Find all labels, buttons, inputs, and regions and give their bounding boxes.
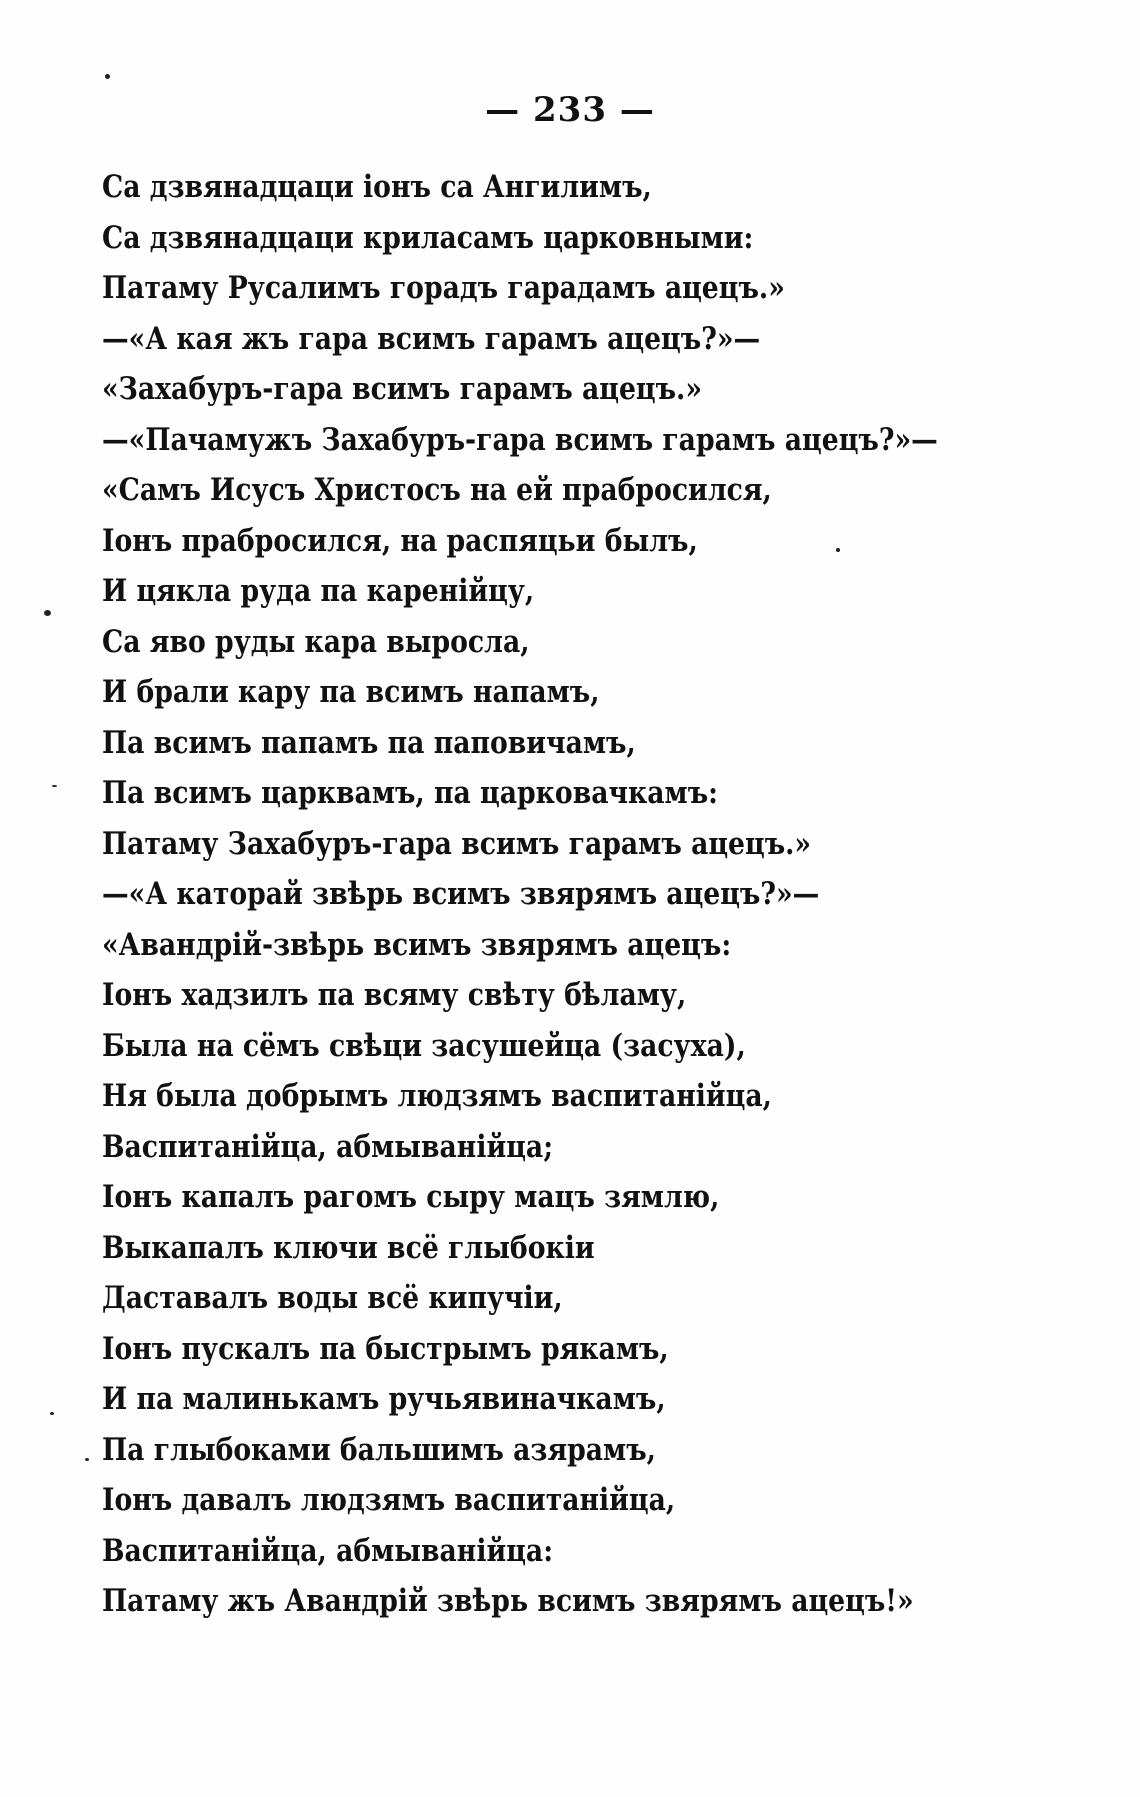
- verse-line: Васпитанiйца, абмыванiйца:: [102, 1532, 554, 1569]
- verse-line: Са дзвянадцаци криласамъ царковными:: [102, 219, 754, 256]
- verse-line: «Захабуръ-гара всимъ гарамъ ацецъ.»: [102, 371, 703, 407]
- verse-text: [102, 162, 1074, 1627]
- page-number: — 233 —: [485, 90, 655, 130]
- verse-line: —«А кая жъ гара всимъ гарамъ ацецъ?»—: [102, 320, 761, 357]
- verse-line: Iонъ прабросился, на распяцьи былъ,: [102, 522, 698, 559]
- scan-speck: [50, 1412, 54, 1415]
- verse-line: Са яво руды кара выросла,: [102, 623, 530, 660]
- scan-speck: [105, 74, 110, 79]
- verse-line: Iонъ капалъ рагомъ сыру мацъ зямлю,: [102, 1179, 720, 1215]
- verse-line: И цякла руда па каренiйцу,: [102, 573, 535, 609]
- scan-speck: [52, 785, 57, 787]
- verse-line: Па всимъ папамъ па паповичамъ,: [102, 724, 636, 761]
- verse-line: Ня была добрымъ людзямъ васпитанiйца,: [102, 1078, 772, 1114]
- verse-line: И брали кару па всимъ напамъ,: [102, 674, 600, 710]
- scan-speck: [85, 1458, 89, 1461]
- verse-line: Была на сёмъ свѣци засушейца (засуха),: [102, 1027, 746, 1064]
- verse-line: —«Пачамужъ Захабуръ-гара всимъ гарамъ ацецъ?»—: [102, 421, 938, 458]
- verse-line: Патаму Русалимъ горадъ гарадамъ ацецъ.»: [102, 270, 785, 306]
- verse-line: И па малинькамъ ручьявиначкамъ,: [102, 1381, 666, 1417]
- verse-line: Iонъ пускалъ па быстрымъ рякамъ,: [102, 1330, 669, 1367]
- verse-line: Iонъ давалъ людзямъ васпитанiйца,: [102, 1482, 676, 1518]
- verse-line: Па всимъ царквамъ, па царковачкамъ:: [102, 775, 719, 811]
- verse-line: Па глыбоками бальшимъ азярамъ,: [102, 1431, 656, 1468]
- verse-line: —«А каторай звѣрь всимъ звярямъ ацецъ?»—: [102, 876, 820, 912]
- verse-line: Са дзвянадцаци iонъ са Ангилимъ,: [102, 169, 652, 205]
- verse-line: «Самъ Исусъ Христосъ на ей прабросился,: [102, 472, 772, 508]
- verse-line: Iонъ хадзилъ па всяму свѣту бѣламу,: [102, 977, 687, 1013]
- scan-speck: [836, 548, 840, 552]
- verse-line: «Авандрiй-звѣрь всимъ звярямъ ацецъ:: [102, 926, 732, 963]
- scan-speck: [44, 610, 51, 616]
- verse-line: Васпитанiйца, абмыванiйца;: [102, 1128, 554, 1165]
- verse-line: Патаму жъ Авандрiй звѣрь всимъ звярямъ ацецъ!»: [102, 1583, 914, 1619]
- verse-line: Патаму Захабуръ-гара всимъ гарамъ ацецъ.»: [102, 825, 812, 862]
- verse-line: Даставалъ воды всё кипучiи,: [102, 1280, 563, 1316]
- verse-line: Выкапалъ ключи всё глыбокiи: [102, 1229, 595, 1266]
